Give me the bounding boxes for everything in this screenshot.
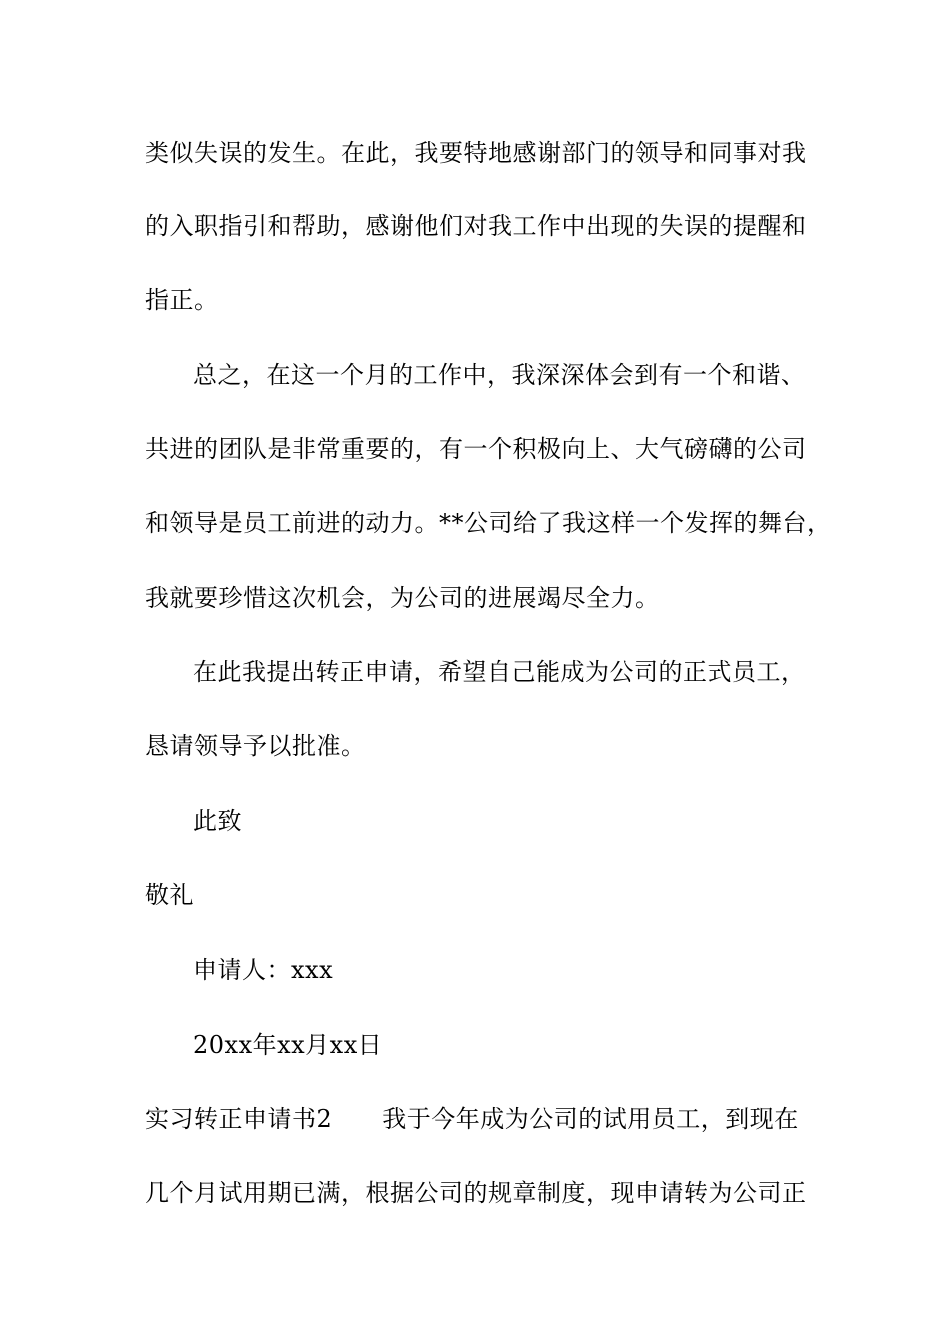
paragraph-line: 我就要珍惜这次机会，为公司的进展竭尽全力。 (145, 584, 660, 612)
paragraph-line: 的入职指引和帮助，感谢他们对我工作中出现的失误的提醒和 (145, 212, 807, 240)
paragraph-start: 我于今年成为公司的试用员工，到现在 (382, 1105, 799, 1133)
paragraph-line: 在此我提出转正申请，希望自己能成为公司的正式员工， (193, 658, 806, 686)
paragraph-line: 恳请领导予以批准。 (145, 732, 366, 760)
paragraph-line: 总之，在这一个月的工作中，我深深体会到有一个和谐、 (193, 361, 806, 389)
date-line: 20xx年xx月xx日 (193, 1031, 383, 1059)
paragraph-line: 几个月试用期已满，根据公司的规章制度，现申请转为公司正 (145, 1179, 807, 1207)
paragraph-line: 类似失误的发生。在此，我要特地感谢部门的领导和同事对我 (145, 139, 807, 167)
applicant-signature: 申请人：xxx (193, 956, 334, 984)
closing-regards: 敬礼 (145, 881, 194, 909)
paragraph-line: 指正。 (145, 286, 219, 314)
section-heading-line (145, 1104, 799, 1134)
closing-salutation: 此致 (193, 807, 242, 835)
paragraph-line: 和领导是员工前进的动力。**公司给了我这样一个发挥的舞台， (145, 509, 832, 537)
paragraph-line: 共进的团队是非常重要的，有一个积极向上、大气磅礴的公司 (145, 435, 807, 463)
section-title: 实习转正申请书2 (145, 1105, 333, 1133)
